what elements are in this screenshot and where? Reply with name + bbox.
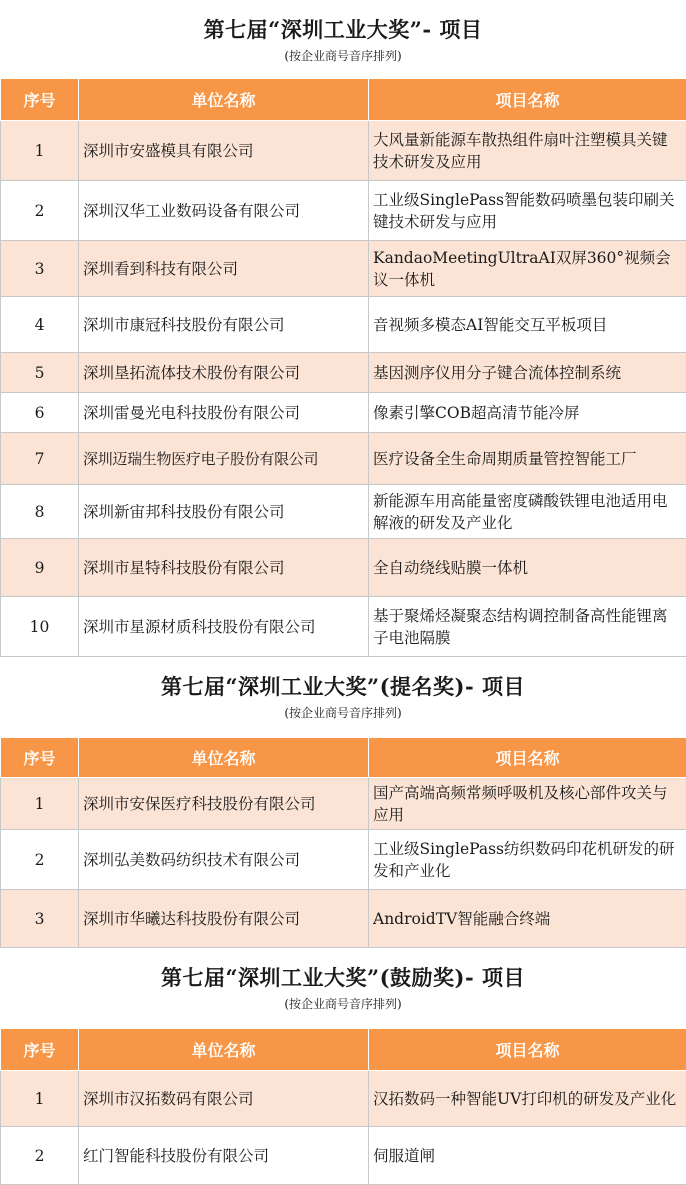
row-company: 深圳市星特科技股份有限公司: [79, 539, 369, 597]
header-no: 序号: [1, 1029, 79, 1071]
table-row: [1, 830, 686, 890]
header-project: 项目名称: [369, 738, 686, 778]
row-no: 2: [1, 830, 79, 890]
table-row: [1, 597, 686, 657]
section-title: 第七届“深圳工业大奖”- 项目: [0, 14, 686, 44]
table-row: [1, 297, 686, 353]
row-project: 伺服道闸: [369, 1127, 686, 1185]
row-no: 3: [1, 890, 79, 948]
row-project: 新能源车用高能量密度磷酸铁锂电池适用电解液的研发及产业化: [369, 485, 686, 539]
row-no: 2: [1, 181, 79, 241]
award-table: [0, 78, 686, 657]
row-company: 深圳弘美数码纺织技术有限公司: [79, 830, 369, 890]
row-no: 10: [1, 597, 79, 657]
table-row: [1, 241, 686, 297]
row-project: 基因测序仪用分子键合流体控制系统: [369, 353, 686, 393]
section-title: 第七届“深圳工业大奖”(鼓励奖)- 项目: [0, 962, 686, 992]
row-no: 7: [1, 433, 79, 485]
header-company: 单位名称: [79, 79, 369, 121]
section-subtitle: (按企业商号音序排列): [0, 44, 686, 68]
table-row: [1, 181, 686, 241]
row-project: 工业级SinglePass纺织数码印花机研发的研发和产业化: [369, 830, 686, 890]
row-company: 深圳市汉拓数码有限公司: [79, 1071, 369, 1127]
header-project: 项目名称: [369, 79, 686, 121]
section-subtitle: (按企业商号音序排列): [0, 992, 686, 1016]
row-no: 4: [1, 297, 79, 353]
row-project: 国产高端高频常频呼吸机及核心部件攻关与应用: [369, 778, 686, 830]
section-encouragement-award: [0, 948, 686, 1185]
header-company: 单位名称: [79, 1029, 369, 1071]
row-project: 全自动绕线贴膜一体机: [369, 539, 686, 597]
header-no: 序号: [1, 738, 79, 778]
section-title: 第七届“深圳工业大奖”(提名奖)- 项目: [0, 671, 686, 701]
table-row: [1, 890, 686, 948]
table-row: [1, 1127, 686, 1185]
row-no: 8: [1, 485, 79, 539]
row-project: KandaoMeetingUltraAI双屏360°视频会议一体机: [369, 241, 686, 297]
row-project: 医疗设备全生命周期质量管控智能工厂: [369, 433, 686, 485]
row-no: 1: [1, 1071, 79, 1127]
award-table: [0, 1028, 686, 1185]
table-row: [1, 485, 686, 539]
table-row: [1, 539, 686, 597]
table-row: [1, 353, 686, 393]
row-company: 深圳迈瑞生物医疗电子股份有限公司: [79, 433, 369, 485]
award-table: [0, 737, 686, 948]
row-company: 深圳垦拓流体技术股份有限公司: [79, 353, 369, 393]
row-project: 大风量新能源车散热组件扇叶注塑模具关键技术研发及应用: [369, 121, 686, 181]
row-company: 深圳新宙邦科技股份有限公司: [79, 485, 369, 539]
row-company: 深圳市华曦达科技股份有限公司: [79, 890, 369, 948]
row-project: 基于聚烯烃凝聚态结构调控制备高性能锂离子电池隔膜: [369, 597, 686, 657]
row-project: 音视频多模态AI智能交互平板项目: [369, 297, 686, 353]
section-subtitle: (按企业商号音序排列): [0, 701, 686, 725]
row-no: 1: [1, 121, 79, 181]
row-no: 1: [1, 778, 79, 830]
row-company: 深圳汉华工业数码设备有限公司: [79, 181, 369, 241]
row-company: 深圳市安保医疗科技股份有限公司: [79, 778, 369, 830]
row-company: 深圳市康冠科技股份有限公司: [79, 297, 369, 353]
row-company: 深圳雷曼光电科技股份有限公司: [79, 393, 369, 433]
row-no: 3: [1, 241, 79, 297]
table-row: [1, 433, 686, 485]
row-no: 5: [1, 353, 79, 393]
row-project: AndroidTV智能融合终端: [369, 890, 686, 948]
table-row: [1, 778, 686, 830]
table-row: [1, 1071, 686, 1127]
row-company: 深圳市星源材质科技股份有限公司: [79, 597, 369, 657]
header-project: 项目名称: [369, 1029, 686, 1071]
row-project: 像素引擎COB超高清节能冷屏: [369, 393, 686, 433]
row-no: 6: [1, 393, 79, 433]
row-company: 深圳市安盛模具有限公司: [79, 121, 369, 181]
table-row: [1, 121, 686, 181]
section-nomination-award: [0, 657, 686, 948]
row-project: 汉拓数码一种智能UV打印机的研发及产业化: [369, 1071, 686, 1127]
header-no: 序号: [1, 79, 79, 121]
header-company: 单位名称: [79, 738, 369, 778]
row-company: 红门智能科技股份有限公司: [79, 1127, 369, 1185]
row-company: 深圳看到科技有限公司: [79, 241, 369, 297]
table-row: [1, 393, 686, 433]
row-no: 9: [1, 539, 79, 597]
row-no: 2: [1, 1127, 79, 1185]
row-project: 工业级SinglePass智能数码喷墨包装印刷关键技术研发与应用: [369, 181, 686, 241]
